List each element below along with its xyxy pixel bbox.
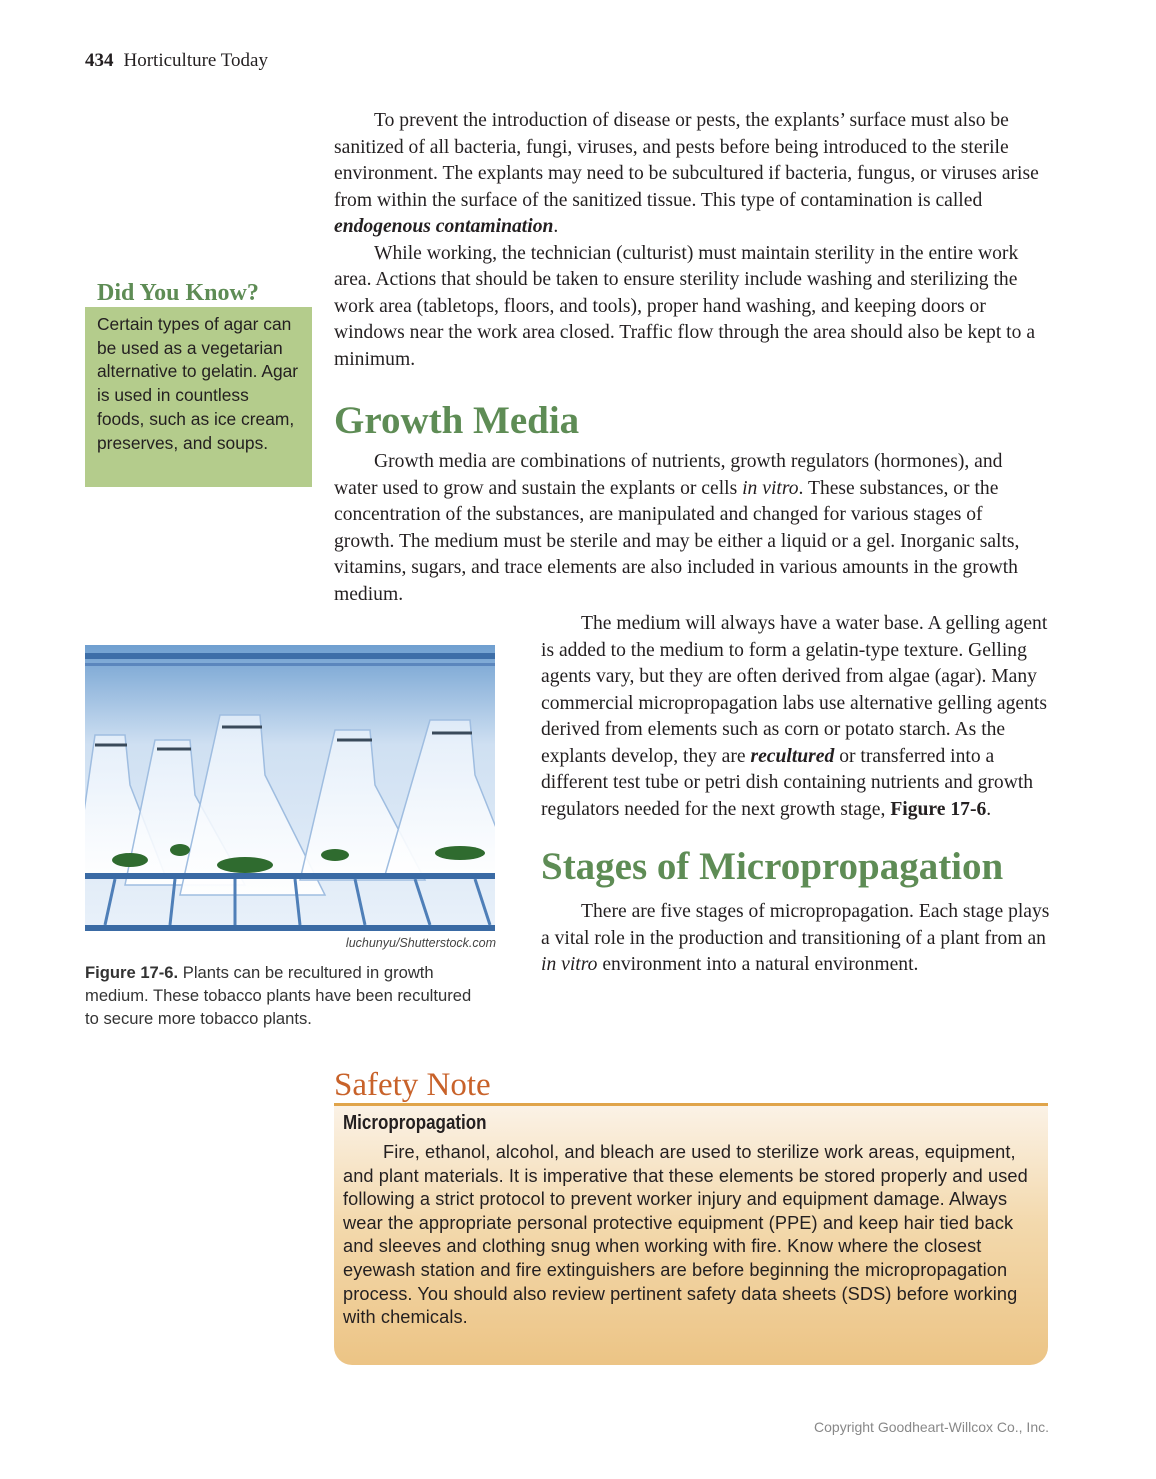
text: To prevent the introduction of disease or pests, the explants’ surface must also be sanitized of all bacteria, fungi, viruses, and pests before being introduced to the sterile environment. The explants may need to be subcultured if bacteria, fungus, or viruses arise from within the surface of the sanitized tissue. This type of contamination is called — [334, 110, 1039, 211]
main-column-top — [334, 108, 1046, 608]
figure-caption — [85, 961, 485, 1030]
paragraph — [334, 108, 1046, 241]
page-number: 434 — [85, 50, 114, 71]
text: . These substances, or the concentration of the substances, are manipulated and changed for various stages of growth. The medium must be sterile and may be either a liquid or a gel. Inorganic salts, vitamins, sugars, and trace elements are also included in various amounts in the growth medium. — [334, 477, 1020, 605]
section-heading-stages: Stages of Micropropagation — [541, 845, 1004, 888]
caption-text: Plants can be recultured in growth medium. These tobacco plants have been recultured to secure more tobacco plants. — [85, 963, 472, 1028]
safety-note-text: Fire, ethanol, alcohol, and bleach are used to sterilize work areas, equipment, and plant materials. It is imperative that these elements be stored properly and used following a strict protocol to prevent worker injury and equipment damage. Always wear the appropriate personal protective equipment (PPE) and keep hair tied back and sleeves and clothing snug when working with fire. Know where the closest eyewash station and fire extinguishers are before beginning the micropropagation process. You should also review pertinent safety data sheets (SDS) before working with chemicals. — [343, 1142, 1028, 1328]
book-title: Horticulture Today — [123, 50, 268, 71]
text: . — [986, 798, 992, 820]
paragraph — [541, 611, 1051, 823]
paragraph: While working, the technician (culturist) must maintain sterility in the entire work area. Actions that should be taken to ensure sterility include washing and sterilizing the work area (tabletops, floors, and tools), proper hand washing, and keeping doors or windows near the work area closed. Traffic flow through the area should also be kept to a minimum. — [334, 242, 1036, 370]
text: environment into a natural environment. — [597, 954, 919, 975]
text: There are five stages of micropropagation. Each stage plays a vital role in the production and transitioning of a plant from an — [541, 901, 1050, 949]
safety-note-title: Safety Note — [334, 1067, 491, 1103]
photo-credit: luchunyu/Shutterstock.com — [345, 936, 496, 950]
right-column — [541, 611, 1051, 979]
did-you-know-text: Certain types of agar can be used as a vegetarian alternative to gelatin. Agar is used in countless foods, such as ice cream, preserves, and soups. — [97, 314, 299, 453]
text: or transferred into a different test tube or petri dish containing nutrients and growth regulators needed for the next growth stage, — [541, 745, 1034, 820]
text: Growth media are combinations of nutrients, growth regulators (hormones), and water used to grow and sustain the explants or cells — [334, 451, 1003, 499]
text: The medium will always have a water base. A gelling agent is added to the medium to form a gelatin-type texture. Gelling agents vary, but they are often derived from algae (agar). Many commercial micropropagation labs use alternative gelling agents derived from elements such as corn or potato starch. As the explants develop, they are — [541, 613, 1048, 767]
key-term: recultured — [750, 745, 835, 767]
figure-photo-flasks — [85, 645, 495, 931]
figure-reference[interactable]: Figure 17-6 — [890, 798, 987, 820]
did-you-know-title: Did You Know? — [97, 280, 259, 306]
italic-term: in vitro — [541, 954, 598, 975]
safety-note-box — [334, 1103, 1048, 1365]
text: . — [553, 216, 559, 237]
italic-term: in vitro — [742, 477, 799, 499]
paragraph — [334, 449, 1046, 608]
figure-label: Figure 17-6. — [85, 963, 179, 982]
paragraph — [541, 899, 1051, 979]
did-you-know-box — [85, 307, 312, 487]
copyright: Copyright Goodheart-Willcox Co., Inc. — [814, 1419, 1049, 1435]
safety-note-subtitle: Micropropagation — [343, 1112, 487, 1134]
section-heading-growth-media: Growth Media — [334, 399, 580, 442]
running-header — [85, 50, 268, 72]
key-term: endogenous contamination — [334, 216, 554, 237]
